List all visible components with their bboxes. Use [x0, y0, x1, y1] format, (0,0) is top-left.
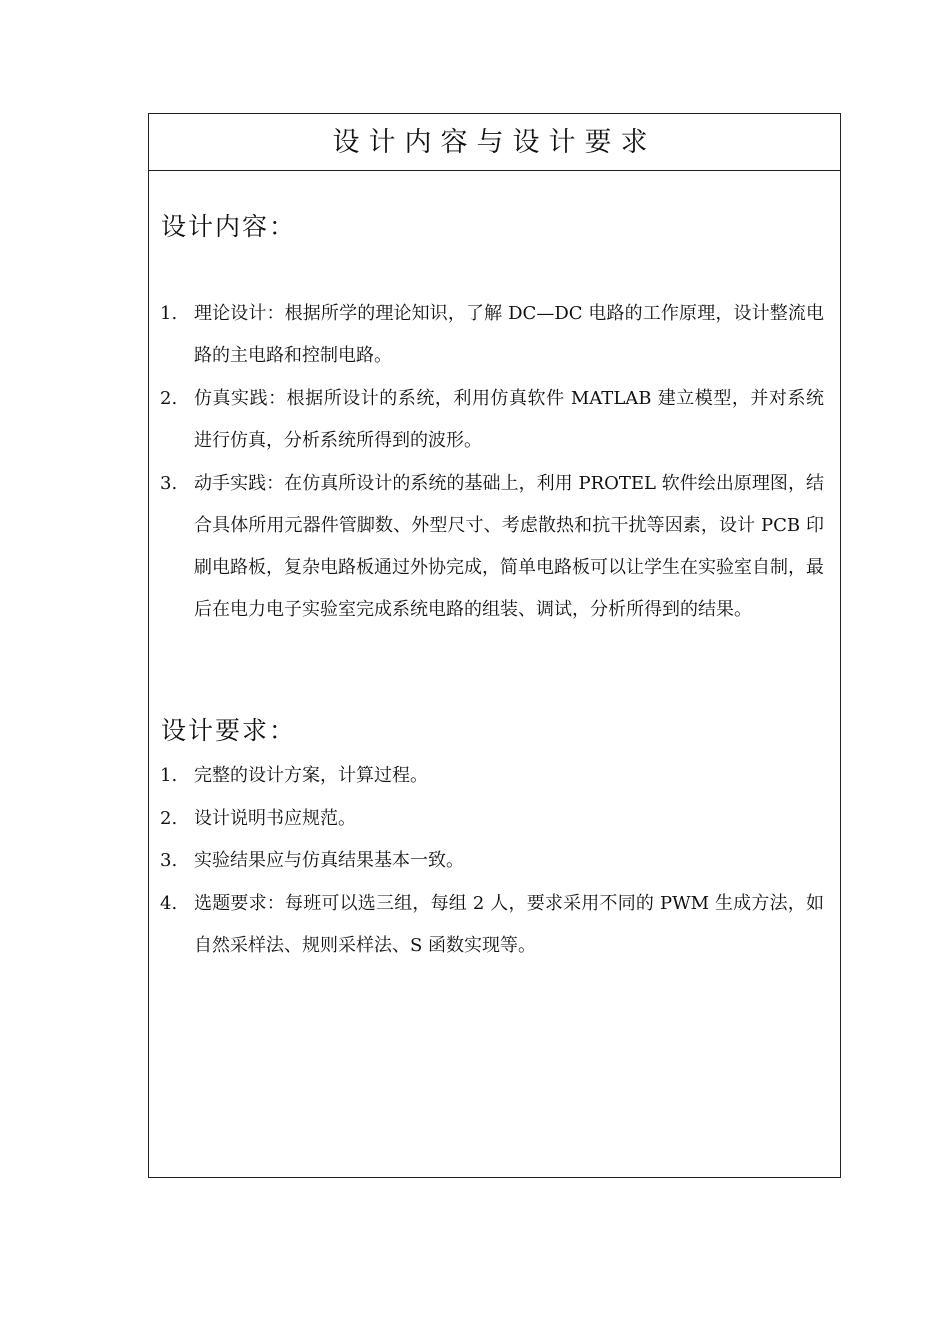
item-text: 理论设计：根据所学的理论知识，了解 DC—DC 电路的工作原理，设计整流电路的主电路和控制电路。 [194, 303, 824, 366]
item-text: 仿真实践：根据所设计的系统，利用仿真软件 MATLAB 建立模型，并对系统进行仿真，分析系统所得到的波形。 [194, 388, 824, 451]
design-requirements-heading: 设计要求： [161, 716, 297, 745]
item-text: 动手实践：在仿真所设计的系统的基础上，利用 PROTEL 软件绘出原理图，结合具体所用元器件管脚数、外型尺寸、考虑散热和抗干扰等因素，设计 PCB 印刷电路板，复杂电路板通过外协完成，简单电路板可以让学生在实验室自制，最后在电力电子实验室完成系统电路的组装、调试，分析所得到的结果。 [194, 473, 824, 620]
item-number: 1. [160, 765, 178, 786]
table-title: 设计内容与设计要求 [332, 126, 657, 158]
design-requirements-table [148, 113, 841, 1178]
item-text: 实验结果应与仿真结果基本一致。 [194, 850, 464, 871]
item-number: 1. [160, 303, 178, 324]
table-header-row [149, 114, 840, 171]
item-number: 2. [160, 808, 178, 829]
design-content-heading: 设计内容： [161, 212, 297, 241]
item-text: 选题要求：每班可以选三组，每组 2 人，要求采用不同的 PWM 生成方法，如自然采样法、规则采样法、S 函数实现等。 [194, 893, 824, 956]
item-number: 3. [160, 473, 178, 494]
item-number: 4. [160, 893, 178, 914]
item-number: 3. [160, 850, 178, 871]
item-text: 设计说明书应规范。 [194, 808, 356, 829]
item-text: 完整的设计方案，计算过程。 [194, 765, 428, 786]
item-number: 2. [160, 388, 178, 409]
